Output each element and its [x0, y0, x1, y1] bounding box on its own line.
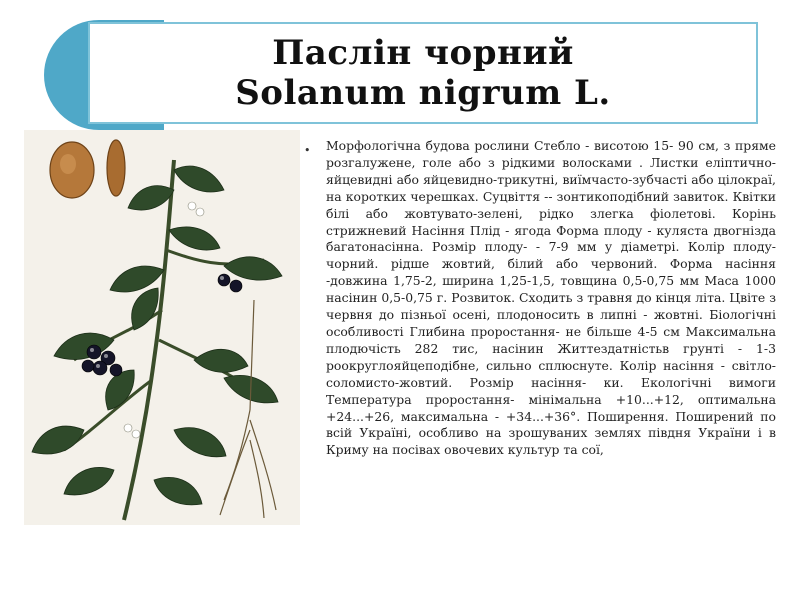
root-detail — [220, 300, 276, 518]
description-paragraph: Морфологічна будова рослини Стебло - висотою 15- 90 см, з пряме розгалужене, голе або з рідкими волосками . Листки еліптично-яйцевидні або яйцевидно-трикутні, виїмчасто-зубчасті або цілокраї, на коротких черешках. Суцвіття -- зонтикоподібний завиток. Квітки білі або жовтувато-зелені, рідко злегка фіолетові. Корінь стрижневий Насіння Плід - ягода Форма плоду - куляста двогніздa багатонасінна. Розмір плоду- - 7-9 мм у діаметрі. Колір плоду- чорний. рідше жовтий, білий або червоний. Форма насіння -довжина 1,75-2, ширина 1,25-1,5, товщина 0,5-0,75 мм Маса 1000 насінин 0,5-0,75 г. Розвиток. Сходить з травня до кінця літа. Цвіте з червня до пізньої осені, плодоносить в липні - жовтні. Біологічні особливості Глибина проростання- не більше 4-5 см Максимальна плодючість 282 тис, насінин Життездатністьв грунті - 1-3 роокруглояйцеподібне, сильно сплюснуте. Колір насіння - світло-соломисто-жовтий. Розмір насіння- ки. Екологічні вимоги Температура проростання- мінімальна +10...+12, оптимальна +24...+26, максимальна - +34...+36°. Поширення. Поширений по всій Україні, особливо на зрошуваних землях півдня України і в Криму на посівах овочевих культур та сої, — [326, 138, 776, 458]
bullet-marker: • — [304, 144, 311, 157]
plant-illustration — [24, 130, 300, 525]
title-latin-name: Solanum nigrum L. — [235, 73, 611, 113]
title-common-name: Паслін чорний — [272, 33, 574, 73]
plant-drawing — [24, 130, 300, 525]
title-banner — [88, 22, 758, 124]
seed-side-view — [107, 140, 125, 196]
